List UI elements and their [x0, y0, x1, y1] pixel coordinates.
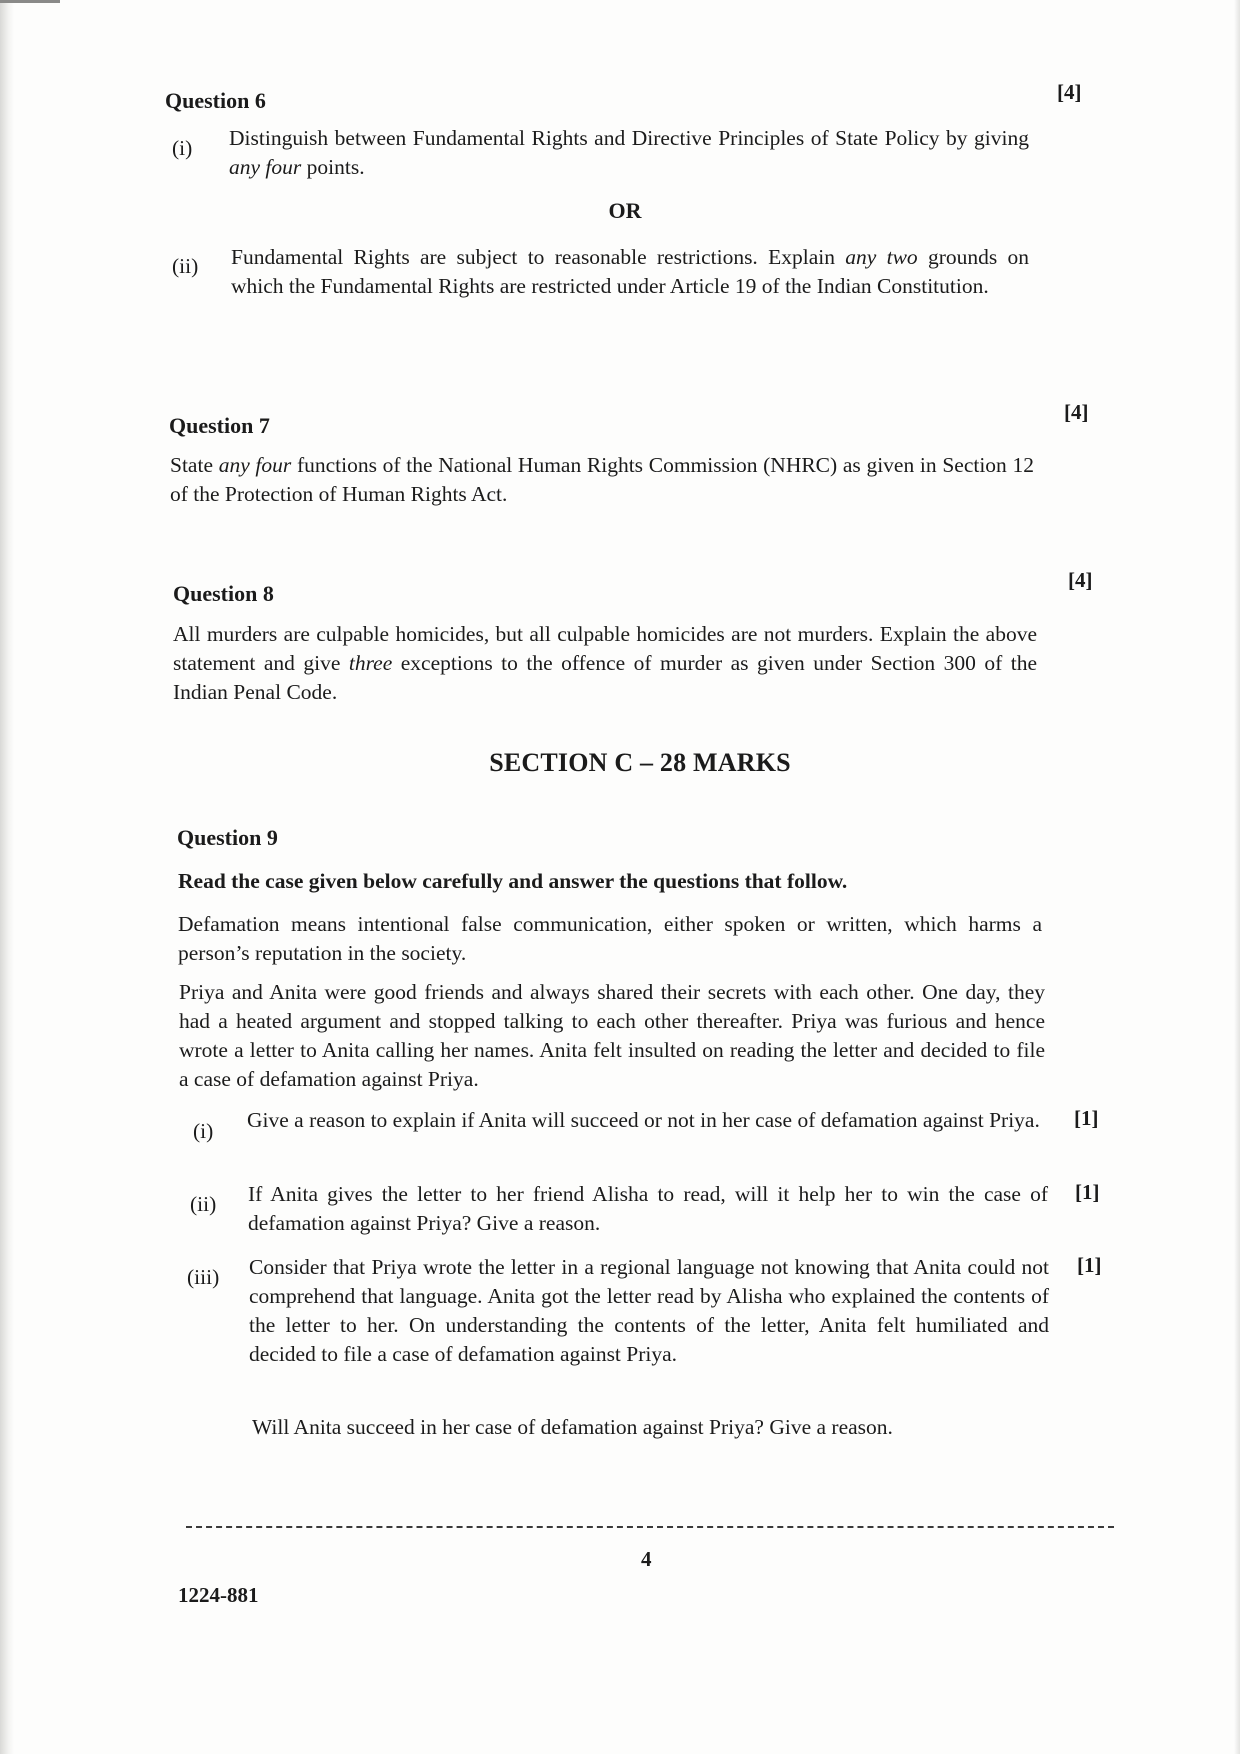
question-6-part-i-number: (i) — [172, 136, 193, 160]
question-9-part-iii-marks: [1] — [1077, 1253, 1102, 1277]
question-9-instruction: Read the case given below carefully and answer the questions that follow. — [178, 869, 848, 893]
question-9-part-i-number: (i) — [193, 1119, 214, 1143]
question-9-case-text: Priya and Anita were good friends and always shared their secrets with each other. One day, they had a heated argument and stopped talking to each other thereafter. Priya was furious and hence wrote a letter to Anita calling her names. Anita felt insulted on reading the letter and decided to file a case of defamation against Priya. — [179, 980, 1045, 1091]
question-9-part-iii-text: Consider that Priya wrote the letter in a regional language not knowing that Anita could not comprehend that language. Anita got the letter read by Alisha who explained the contents of the letter to her. On understanding the contents of the letter, Anita felt humiliated and decided to file a case of defamation against Priya. — [249, 1255, 1049, 1366]
question-9-part-ii-text: If Anita gives the letter to her friend Alisha to read, will it help her to win the case of defamation against Priya? Give a reason. — [248, 1182, 1048, 1235]
question-7-text: State any four functions of the National Human Rights Commission (NHRC) as given in Section 12 of the Protection of Human Rights Act. — [170, 453, 1034, 506]
question-6-marks: [4] — [1057, 80, 1082, 104]
question-6-part-i-text: Distinguish between Fundamental Rights and Directive Principles of State Policy by giving any four points. — [229, 126, 1029, 179]
question-7-title: Question 7 — [169, 413, 270, 438]
paper-code: 1224-881 — [178, 1583, 259, 1607]
section-c-heading: SECTION C – 28 MARKS — [489, 748, 791, 777]
question-9-definition: Defamation means intentional false communication, either spoken or written, which harms a person’s reputation in the society. — [178, 912, 1042, 965]
question-9-part-ii-number: (ii) — [190, 1192, 217, 1216]
scan-edge-right — [1234, 0, 1240, 1754]
question-8-marks: [4] — [1068, 568, 1093, 592]
scan-edge-top — [0, 0, 60, 3]
question-6-part-ii-number: (ii) — [172, 254, 199, 278]
question-9-part-iii-followup: Will Anita succeed in her case of defamation against Priya? Give a reason. — [252, 1415, 893, 1439]
question-9-part-i-marks: [1] — [1074, 1106, 1099, 1130]
question-8-text: All murders are culpable homicides, but all culpable homicides are not murders. Explain the above statement and give three exceptions to the offence of murder as given under Section 300 of the Indian Penal Code. — [173, 622, 1038, 704]
page-number: 4 — [641, 1547, 652, 1571]
question-6-or: OR — [608, 198, 642, 223]
question-9-part-iii-number: (iii) — [187, 1265, 220, 1289]
question-9-title: Question 9 — [177, 825, 278, 850]
question-7-marks: [4] — [1064, 400, 1089, 424]
question-9-part-ii-marks: [1] — [1075, 1180, 1100, 1204]
footer-dashed-rule — [186, 1526, 1114, 1528]
question-6-title: Question 6 — [165, 88, 266, 113]
question-6-part-ii-text: Fundamental Rights are subject to reasonable restrictions. Explain any two grounds on which the Fundamental Rights are restricted under Article 19 of the Indian Constitution. — [231, 245, 1030, 298]
question-9-part-i-text: Give a reason to explain if Anita will succeed or not in her case of defamation against Priya. — [247, 1108, 1040, 1132]
scan-edge-left — [0, 0, 14, 1754]
question-8-title: Question 8 — [173, 581, 274, 606]
